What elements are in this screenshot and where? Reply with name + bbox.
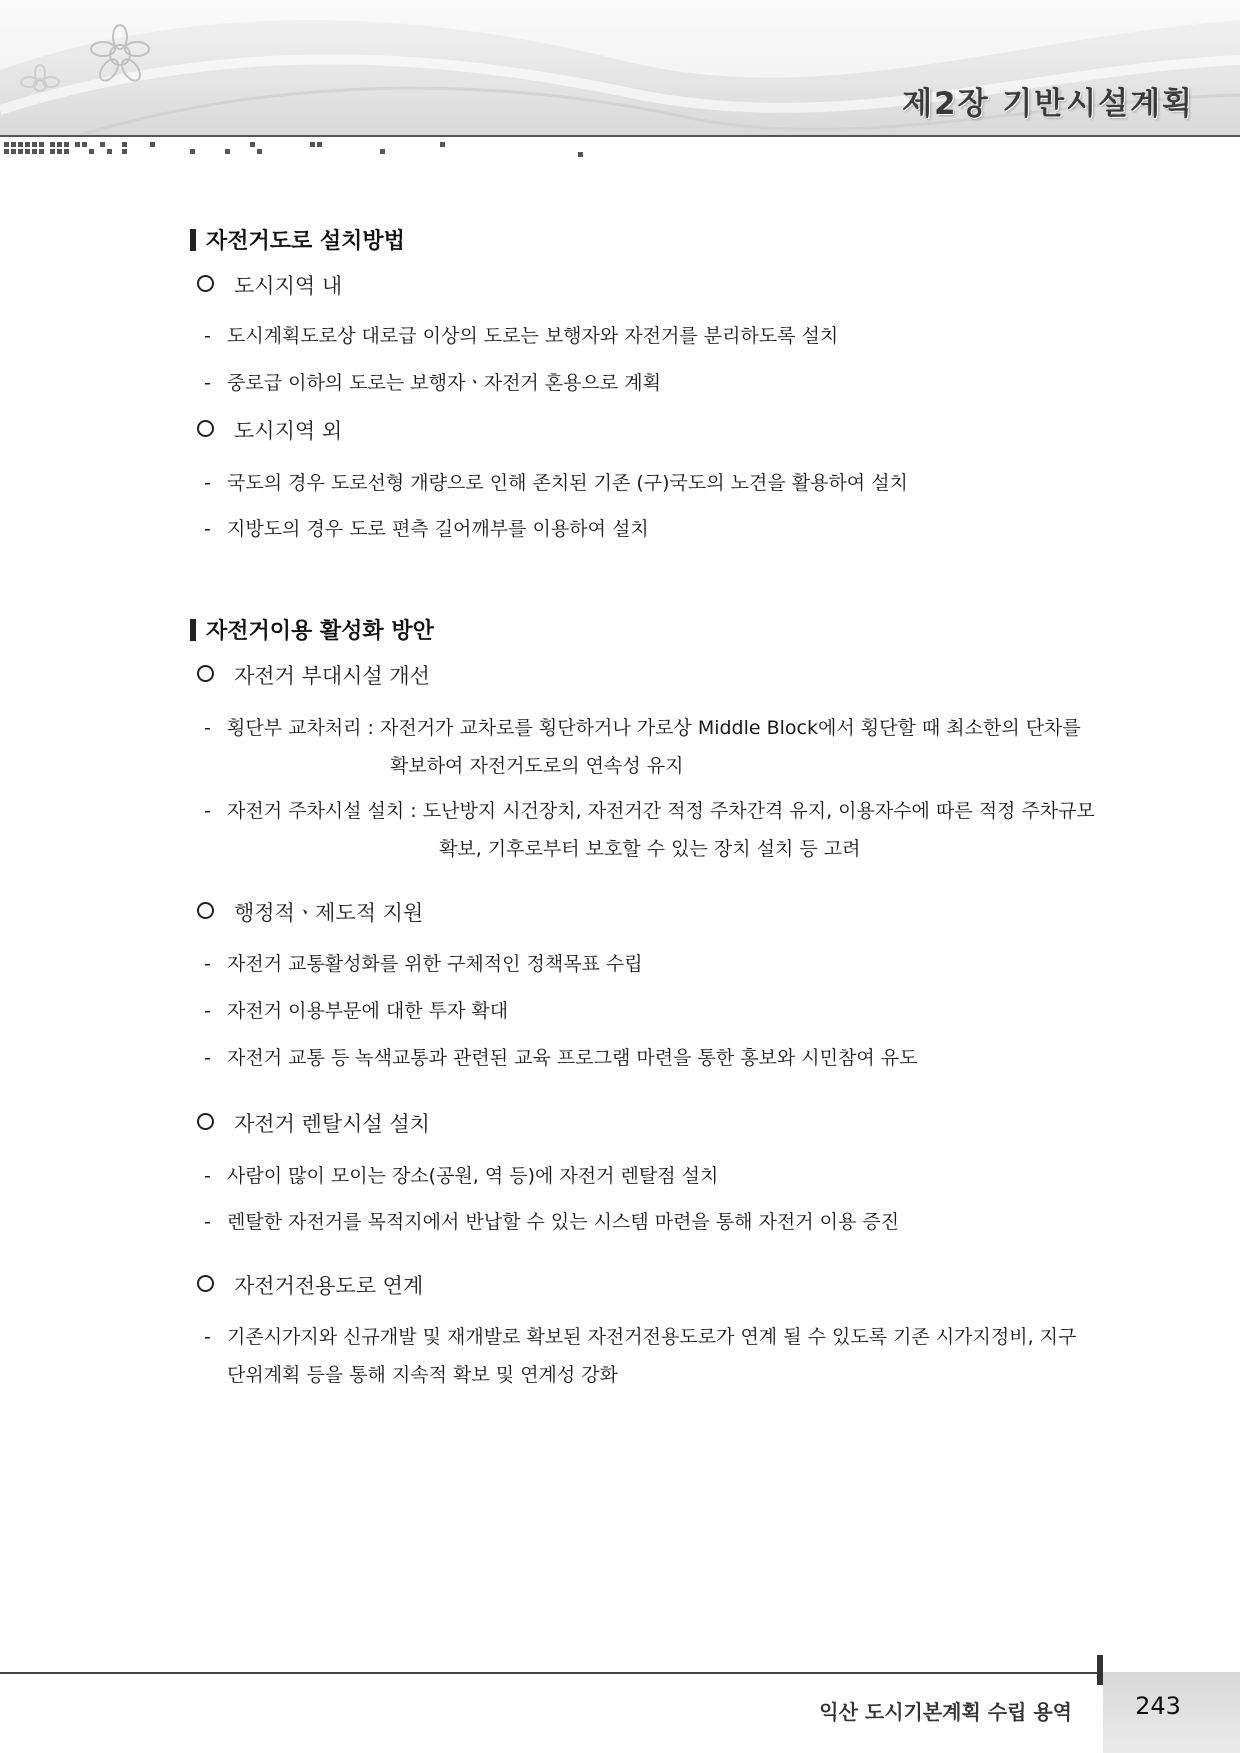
list-item: [204, 464, 1114, 502]
page-number: 243: [1135, 1692, 1181, 1720]
list-item-text: 자전거 교통활성화를 위한 구체적인 정책목표 수립: [227, 953, 643, 975]
list-item: [204, 510, 1114, 548]
dash-bullet: -: [204, 1000, 211, 1022]
dash-bullet: -: [204, 800, 211, 822]
list-item: [204, 709, 1114, 785]
dash-bullet: -: [204, 1165, 211, 1187]
header-divider: [0, 135, 1240, 137]
footer-document-title: 익산 도시기본계획 수립 용역: [819, 1700, 1072, 1724]
list-item: [204, 1039, 1114, 1077]
sub-heading-bike-rental: [197, 1108, 430, 1138]
list-item-line-2: 확보하여 자전거도로의 연속성 유지: [390, 755, 684, 777]
circle-bullet-icon: [197, 1275, 214, 1292]
list-item: [204, 1318, 1114, 1394]
sub-heading-urban-outside: [197, 415, 342, 445]
circle-bullet-icon: [197, 420, 214, 437]
dash-bullet: -: [204, 325, 211, 347]
sub-heading-text: 행정적ㆍ제도적 지원: [234, 901, 424, 925]
list-item-text: 사람이 많이 모이는 장소(공원, 역 등)에 자전거 렌탈점 설치: [227, 1165, 719, 1187]
list-item-line-1: 횡단부 교차처리 : 자전거가 교차로를 횡단하거나 가로상 Middle Block에서 횡단할 때 최소한의 단차를: [227, 717, 1081, 739]
list-item-text: 렌탈한 자전거를 목적지에서 반납할 수 있는 시스템 마련을 통해 자전거 이용 증진: [227, 1211, 900, 1233]
list-item-line-1: 자전거 주차시설 설치 : 도난방지 시건장치, 자전거간 적정 주차간격 유지, 이용자수에 따른 적정 주차규모: [227, 800, 1095, 822]
list-item-text: 도시계획도로상 대로급 이상의 도로는 보행자와 자전거를 분리하도록 설치: [227, 325, 839, 347]
list-item-line-1: 기존시가지와 신규개발 및 재개발로 확보된 자전거전용도로가 연계 될 수 있도록 기존 시가지정비, 지구: [227, 1326, 1077, 1348]
sub-heading-text: 도시지역 외: [234, 419, 343, 443]
sub-heading-text: 자전거 부대시설 개선: [234, 664, 430, 688]
footer-divider: [0, 1672, 1240, 1674]
list-item-text: 중로급 이하의 도로는 보행자ㆍ자전거 혼용으로 계획: [227, 372, 661, 394]
dash-bullet: -: [204, 953, 211, 975]
sub-heading-urban-inside: [197, 270, 342, 300]
circle-bullet-icon: [197, 275, 214, 292]
circle-bullet-icon: [197, 902, 214, 919]
list-item: [204, 945, 1114, 983]
section-title-text: 자전거도로 설치방법: [206, 229, 405, 254]
sub-heading-admin-support: [197, 897, 423, 927]
sub-heading-text: 자전거전용도로 연계: [234, 1274, 424, 1298]
dash-bullet: -: [204, 1211, 211, 1233]
dash-bullet: -: [204, 1326, 211, 1348]
list-item-text: [204, 1318, 1114, 1394]
dash-bullet: -: [204, 717, 211, 739]
sub-heading-bike-facilities: [197, 660, 430, 690]
list-item: [204, 364, 1114, 402]
list-item-line-2: 단위계획 등을 통해 지속적 확보 및 연계성 강화: [227, 1364, 619, 1386]
section-title-bike-road-installation: [190, 224, 405, 255]
dash-bullet: -: [204, 1047, 211, 1069]
list-item: [204, 317, 1114, 355]
section-title-text: 자전거이용 활성화 방안: [206, 619, 434, 644]
list-item-text: 지방도의 경우 도로 편측 길어깨부를 이용하여 설치: [227, 518, 649, 540]
sub-heading-bike-lane-link: [197, 1270, 423, 1300]
list-item: [204, 1157, 1114, 1195]
section-marker-icon: [190, 229, 196, 251]
dash-bullet: -: [204, 472, 211, 494]
section-title-bike-use-promotion: [190, 614, 434, 645]
list-item-text: [204, 709, 1114, 785]
list-item-text: [204, 792, 1114, 868]
list-item: [204, 1203, 1114, 1241]
section-marker-icon: [190, 619, 196, 641]
circle-bullet-icon: [197, 1113, 214, 1130]
list-item-line-2: 확보, 기후로부터 보호할 수 있는 장치 설치 등 고려: [439, 838, 861, 860]
dash-bullet: -: [204, 372, 211, 394]
list-item-text: 자전거 교통 등 녹색교통과 관련된 교육 프로그램 마련을 통한 홍보와 시민참여 유도: [227, 1047, 918, 1069]
page-header: [0, 0, 1240, 135]
header-square-pattern: [0, 140, 620, 162]
chapter-title: 제2장 기반시설계획: [902, 86, 1194, 122]
circle-bullet-icon: [197, 665, 214, 682]
sub-heading-text: 자전거 렌탈시설 설치: [234, 1112, 430, 1136]
list-item: [204, 792, 1114, 868]
dash-bullet: -: [204, 518, 211, 540]
list-item-text: 국도의 경우 도로선형 개량으로 인해 존치된 기존 (구)국도의 노견을 활용하여 설치: [227, 472, 908, 494]
list-item-text: 자전거 이용부문에 대한 투자 확대: [227, 1000, 509, 1022]
sub-heading-text: 도시지역 내: [234, 274, 343, 298]
list-item: [204, 992, 1114, 1030]
